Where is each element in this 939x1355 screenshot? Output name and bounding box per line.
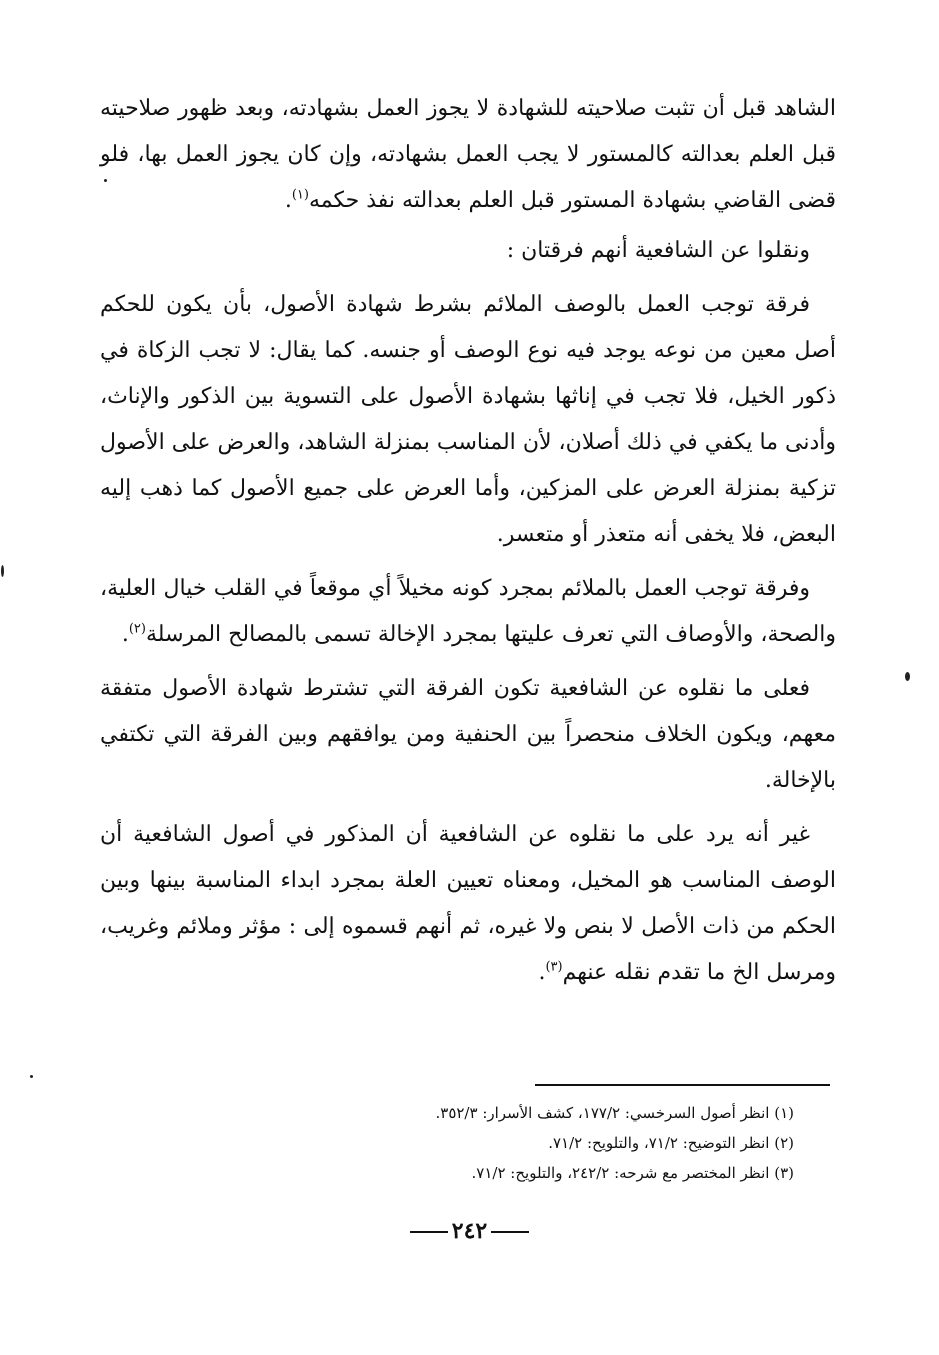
paragraph-3-text: فرقة توجب العمل بالوصف الملائم بشرط شهادة الأصول، بأن يكون للحكم أصل معين من نوعه يوجد فيه نوع الوصف أو جنسه. كما يقال: لا تجب الزكاة في ذكور الخيل، فلا تجب في إناثها بشهادة الأصول على التسوية بين الذكور والإناث، وأدنى ما يكفي في ذلك أصلان، لأن المناسب بمنزلة الشاهد، والعرض على الأصول تزكية بمنزلة العرض على المزكين، وأما العرض على جميع الأصول كما ذهب إليه البعض، فلا يخفى أنه متعذر أو متعسر. xyxy=(100,292,836,547)
paragraph-4 xyxy=(100,566,836,658)
footnote-ref-3[interactable]: (٣) xyxy=(545,959,563,975)
footnotes-section xyxy=(100,1084,830,1188)
paragraph-6 xyxy=(100,812,836,996)
scan-speck xyxy=(30,1075,33,1078)
scan-speck xyxy=(905,672,910,681)
paragraph-4-tail: . xyxy=(121,622,129,647)
page-number xyxy=(0,1218,939,1244)
paragraph-5-text: فعلى ما نقلوه عن الشافعية تكون الفرقة التي تشترط شهادة الأصول متفقة معهم، ويكون الخلاف منحصراً بين الحنفية ومن يوافقهم وبين الفرقة التي تكتفي بالإخالة. xyxy=(100,676,836,793)
footnote-2: (٢) انظر التوضيح: ٧١/٢، والتلويح: ٧١/٢. xyxy=(548,1134,794,1152)
footnote-1: (١) انظر أصول السرخسي: ١٧٧/٢، كشف الأسرار: ٣٥٢/٣. xyxy=(435,1104,794,1122)
scan-speck xyxy=(104,179,107,182)
paragraph-6-text: غير أنه يرد على ما نقلوه عن الشافعية أن المذكور في أصول الشافعية أن الوصف المناسب هو المخيل، ومعناه تعيين العلة بمجرد ابداء المناسبة بينها وبين الحكم من ذات الأصل لا بنص ولا غيره، ثم أنهم قسموه إلى : مؤثر وملائم وغريب، ومرسل الخ ما تقدم نقله عنهم xyxy=(100,822,836,985)
paragraph-6-tail: . xyxy=(538,960,546,985)
paragraph-5 xyxy=(100,666,836,804)
footnote-ref-2[interactable]: (٢) xyxy=(128,621,146,637)
footnote-separator xyxy=(535,1084,830,1086)
paragraph-2 xyxy=(100,228,836,274)
main-text-block xyxy=(100,86,836,996)
paragraph-2-text: ونقلوا عن الشافعية أنهم فرقتان : xyxy=(506,238,810,263)
footnote-3: (٣) انظر المختصر مع شرحه: ٢٤٢/٢، والتلويح: ٧١/٢. xyxy=(471,1164,794,1182)
footnote-ref-1[interactable]: (١) xyxy=(291,187,309,203)
scan-speck xyxy=(1,565,4,577)
paragraph-4-text: وفرقة توجب العمل بالملائم بمجرد كونه مخيلاً أي موقعاً في القلب خيال العلية، والصحة، والأوصاف التي تعرف عليتها بمجرد الإخالة تسمى بالمصالح المرسلة xyxy=(100,576,836,647)
paragraph-1-text: الشاهد قبل أن تثبت صلاحيته للشهادة لا يجوز العمل بشهادته، وبعد ظهور صلاحيته قبل العلم بعدالته كالمستور لا يجب العمل بشهادته، وإن كان يجوز العمل بها، فلو قضى القاضي بشهادة المستور قبل العلم بعدالته نفذ حكمه xyxy=(100,96,836,213)
paragraph-1 xyxy=(100,86,836,224)
page-number-value: ٢٤٢ xyxy=(451,1218,488,1244)
page-number-dash-right xyxy=(491,1231,529,1233)
paragraph-3 xyxy=(100,282,836,558)
paragraph-1-tail: . xyxy=(284,188,292,213)
page-number-dash-left xyxy=(410,1231,448,1233)
